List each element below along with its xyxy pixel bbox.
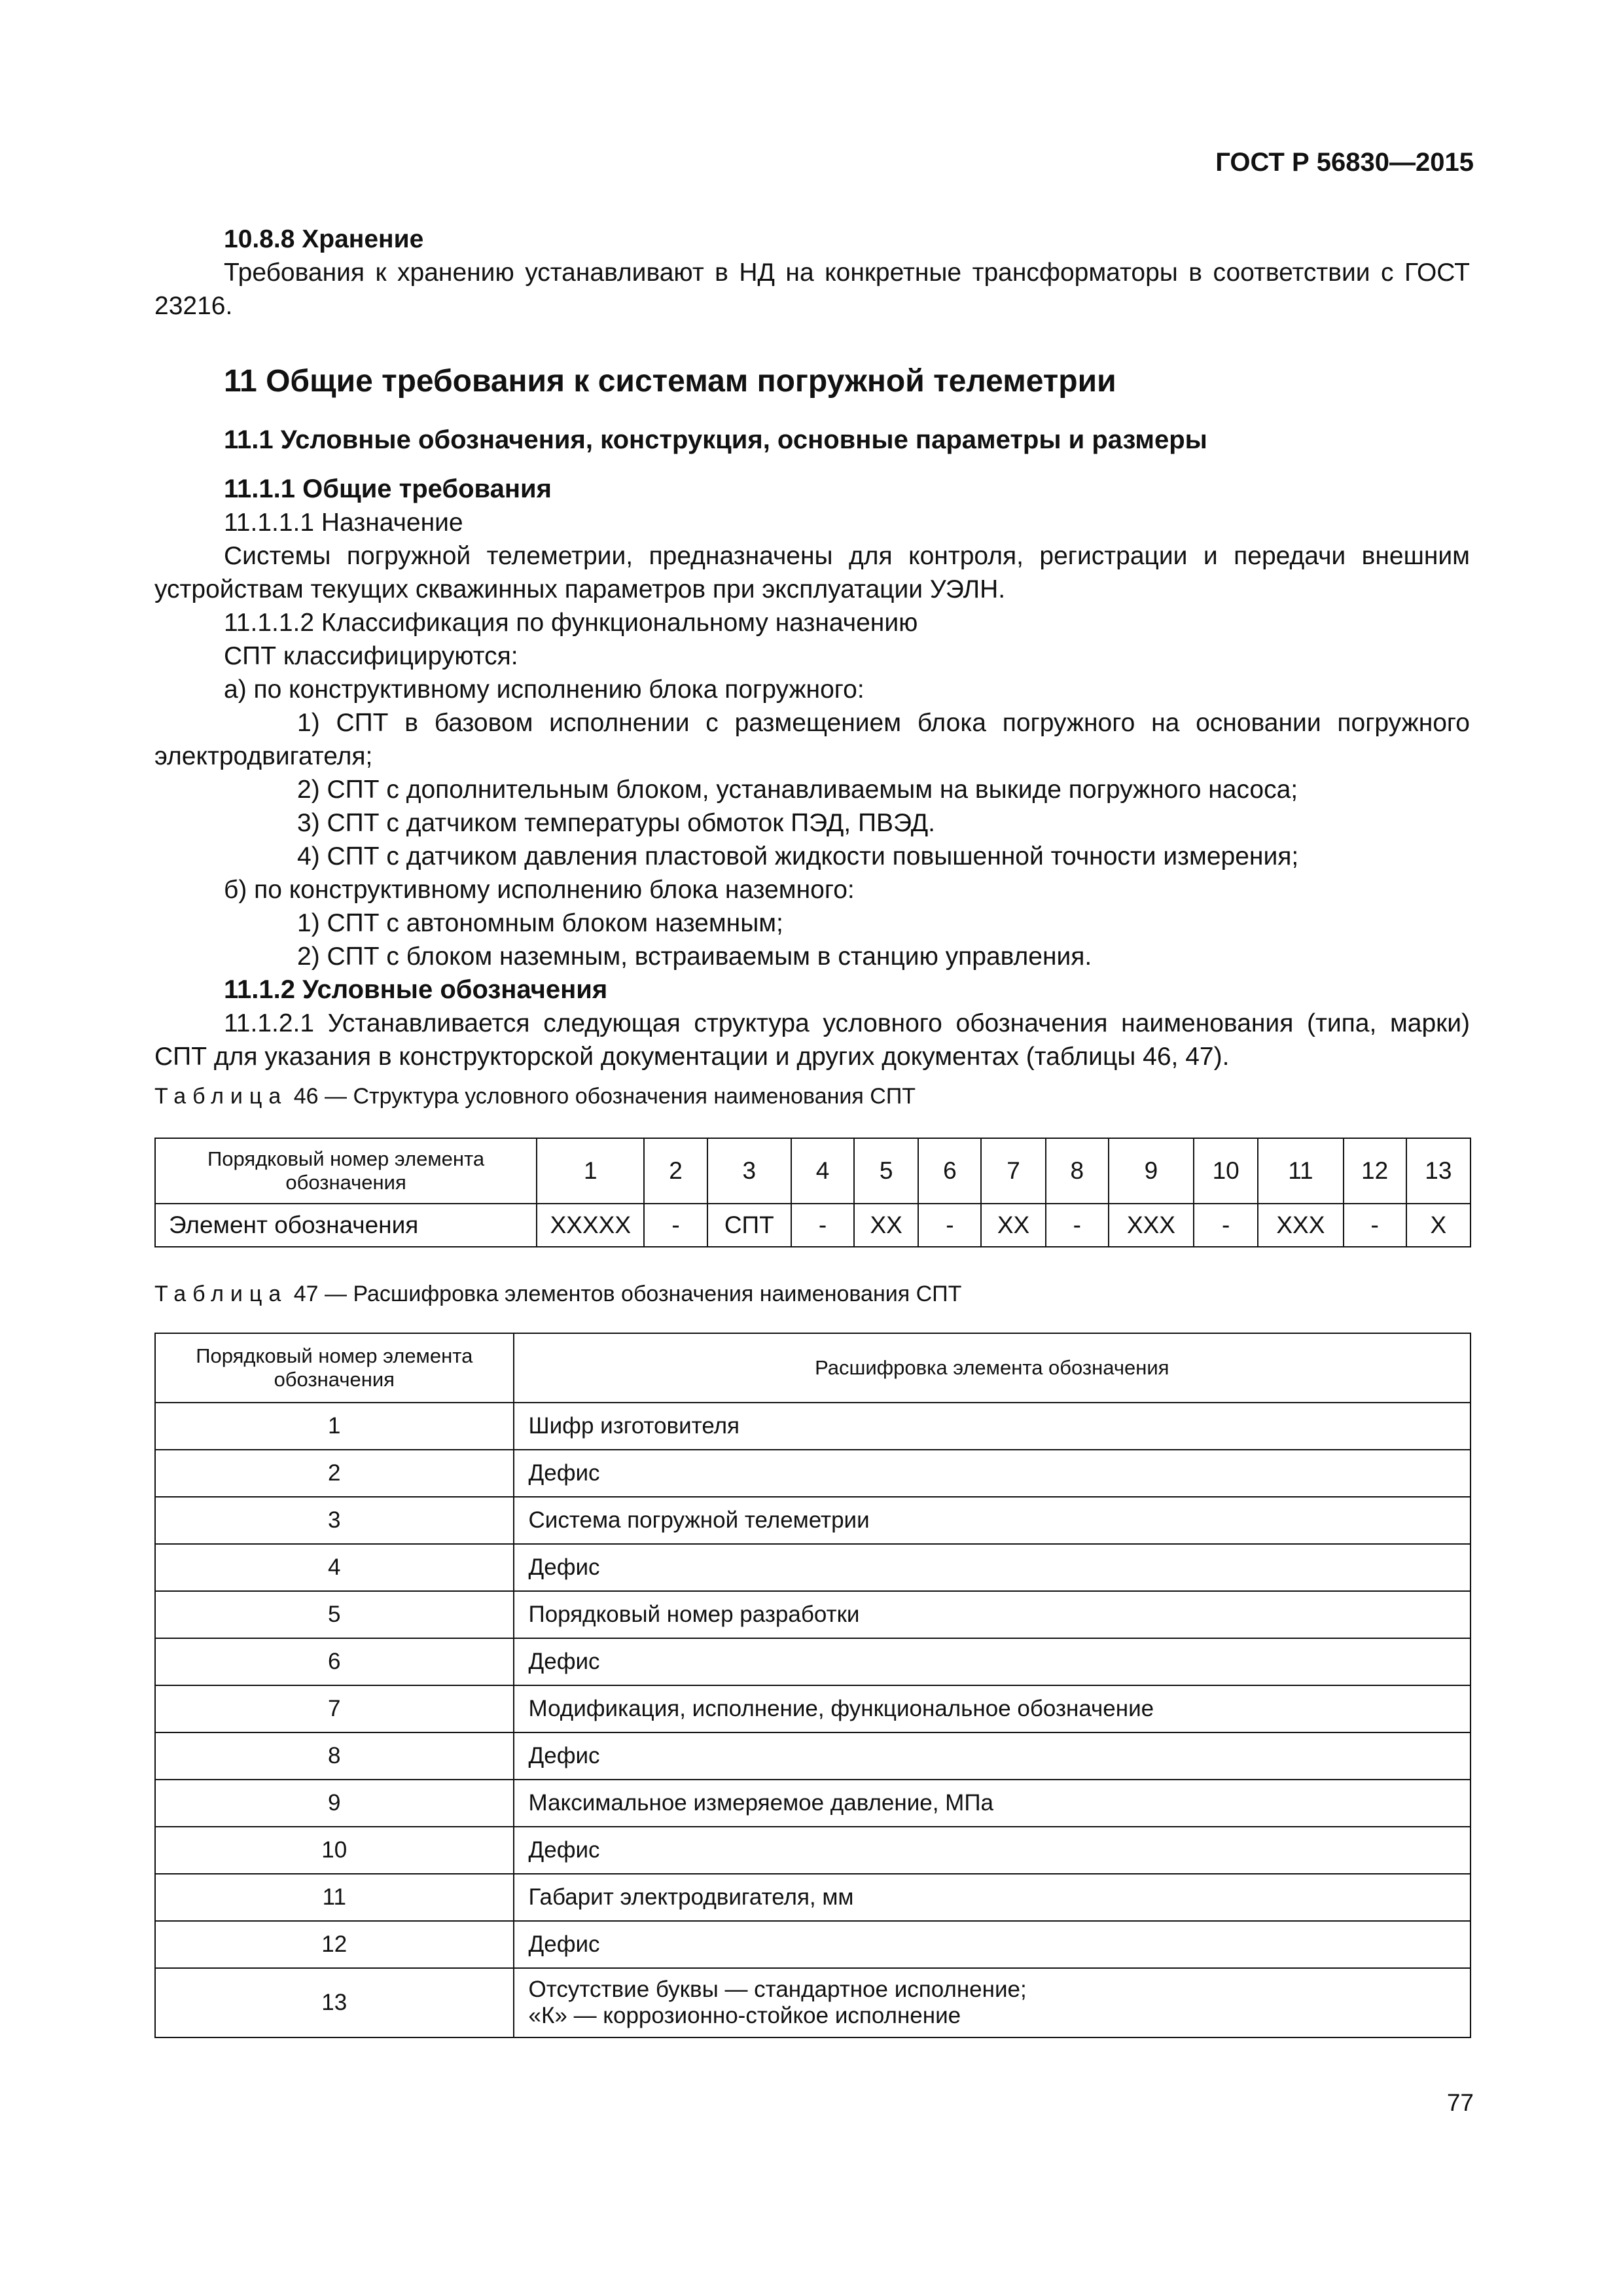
list-item: а) по конструктивному исполнению блока погружного: [224,675,865,704]
table-cell: Габарит электродвигателя, мм [514,1874,1471,1921]
table-cell [514,1968,1471,2037]
table-cell: 13 [155,1968,514,2037]
table-row [155,1544,1471,1591]
table-cell: 9 [155,1780,514,1827]
table-cell: XX [981,1204,1045,1247]
cell-line: Отсутствие буквы — стандартное исполнение; [528,1977,1027,2002]
table-cell: 6 [155,1638,514,1685]
section-heading: 11.1.2 Условные обозначения [224,975,608,1004]
table-cell: Дефис [514,1827,1471,1874]
section-10-8-8 [154,223,1470,323]
caption-text: 46 — Структура условного обозначения наименования СПТ [287,1084,916,1109]
caption-text: 47 — Расшифровка элементов обозначения наименования СПТ [287,1282,962,1306]
table-row [155,1968,1471,2037]
table-cell: Дефис [514,1544,1471,1591]
table-row [155,1497,1471,1544]
section-11-1-1 [154,473,1470,1073]
table-cell: 4 [155,1544,514,1591]
table-47 [154,1333,1471,2038]
table-cell: 3 [707,1138,791,1204]
table-cell: XXXXX [537,1204,644,1247]
list-item: 2) СПТ с дополнительным блоком, устанавливаемым на выкиде погружного насоса; [297,776,1298,804]
section-heading: 11.1.1 Общие требования [224,475,552,503]
table-cell: 10 [1194,1138,1258,1204]
table-cell: 7 [981,1138,1045,1204]
page-number: 77 [1446,2089,1474,2116]
table-cell: 2 [155,1450,514,1497]
table-cell: 11 [1258,1138,1343,1204]
table-cell: 12 [1344,1138,1406,1204]
paragraph: 11.1.2.1 Устанавливается следующая структура условного обозначения наименования (типа, марки) СПТ для указания в конструкторской документации и других документах (таблицы 46, 47). [154,1009,1470,1071]
table-cell: Дефис [514,1638,1471,1685]
table-cell: Шифр изготовителя [514,1403,1471,1450]
row-header: Элемент обозначения [155,1204,537,1247]
table-cell: Дефис [514,1732,1471,1780]
table-cell: XXX [1109,1204,1194,1247]
table-cell: - [644,1204,707,1247]
section-heading-11: 11 Общие требования к системам погружной телеметрии [224,364,1116,399]
table-row [155,1204,1471,1247]
column-header: Порядковый номер элемента обозначения [155,1333,514,1403]
table-cell: - [791,1204,854,1247]
table-row [155,1827,1471,1874]
paragraph: 11.1.1.2 Классификация по функциональному назначению [224,609,918,637]
table-cell: 11 [155,1874,514,1921]
cell-line: «К» — коррозионно-стойкое исполнение [528,2003,961,2028]
table-cell: X [1406,1204,1471,1247]
table-cell: - [918,1204,981,1247]
table-cell: Модификация, исполнение, функциональное обозначение [514,1685,1471,1732]
table-row [155,1685,1471,1732]
table-row [155,1591,1471,1638]
table-row [155,1874,1471,1921]
section-heading: 10.8.8 Хранение [224,225,424,253]
row-header: Порядковый номер элемента обозначения [155,1138,537,1204]
list-item: 2) СПТ с блоком наземным, встраиваемым в станцию управления. [297,942,1092,971]
table-cell: 6 [918,1138,981,1204]
paragraph: Требования к хранению устанавливают в НД на конкретные трансформаторы в соответствии с ГОСТ 23216. [154,259,1470,320]
table-cell: Система погружной телеметрии [514,1497,1471,1544]
table-cell: 8 [1046,1138,1109,1204]
table-cell: 9 [1109,1138,1194,1204]
table-cell: 8 [155,1732,514,1780]
table-row [155,1780,1471,1827]
list-item: 4) СПТ с датчиком давления пластовой жидкости повышенной точности измерения; [297,842,1299,870]
table-cell: Дефис [514,1921,1471,1968]
table-cell: 5 [854,1138,918,1204]
table-cell: 7 [155,1685,514,1732]
table-cell: 2 [644,1138,707,1204]
table-cell: 10 [155,1827,514,1874]
table-row [155,1138,1471,1204]
list-item: 1) СПТ в базовом исполнении с размещением блока погружного на основании погружного электродвигателя; [154,709,1470,770]
table-cell: XX [854,1204,918,1247]
table-cell: XXX [1258,1204,1343,1247]
table-row [155,1732,1471,1780]
table-46 [154,1138,1471,1247]
caption-label: Таблица [154,1084,288,1109]
table-cell: Максимальное измеряемое давление, МПа [514,1780,1471,1827]
list-item: 3) СПТ с датчиком температуры обмоток ПЭД, ПВЭД. [297,809,935,837]
table-cell: Порядковый номер разработки [514,1591,1471,1638]
column-header: Расшифровка элемента обозначения [514,1333,1471,1403]
table-47-caption [154,1282,961,1307]
table-cell: 3 [155,1497,514,1544]
table-row [155,1450,1471,1497]
table-cell: 1 [537,1138,644,1204]
paragraph: Системы погружной телеметрии, предназначены для контроля, регистрации и передачи внешним устройствам текущих скважинных параметров при эксплуатации УЭЛН. [154,542,1470,603]
table-cell: СПТ [707,1204,791,1247]
table-46-caption [154,1084,916,1109]
table-cell: Дефис [514,1450,1471,1497]
section-heading-11-1: 11.1 Условные обозначения, конструкция, основные параметры и размеры [224,425,1207,454]
paragraph: 11.1.1.1 Назначение [224,509,463,537]
paragraph: СПТ классифицируются: [224,642,518,670]
table-row [155,1921,1471,1968]
standard-code: ГОСТ Р 56830—2015 [1215,148,1474,177]
table-cell: 1 [155,1403,514,1450]
table-header-row [155,1333,1471,1403]
table-cell: - [1344,1204,1406,1247]
table-cell: - [1194,1204,1258,1247]
table-row [155,1403,1471,1450]
table-cell: 4 [791,1138,854,1204]
table-cell: 12 [155,1921,514,1968]
caption-label: Таблица [154,1282,288,1306]
list-item: б) по конструктивному исполнению блока наземного: [224,876,855,904]
table-cell: 5 [155,1591,514,1638]
table-row [155,1638,1471,1685]
table-cell: - [1046,1204,1109,1247]
list-item: 1) СПТ с автономным блоком наземным; [297,909,783,937]
table-cell: 13 [1406,1138,1471,1204]
